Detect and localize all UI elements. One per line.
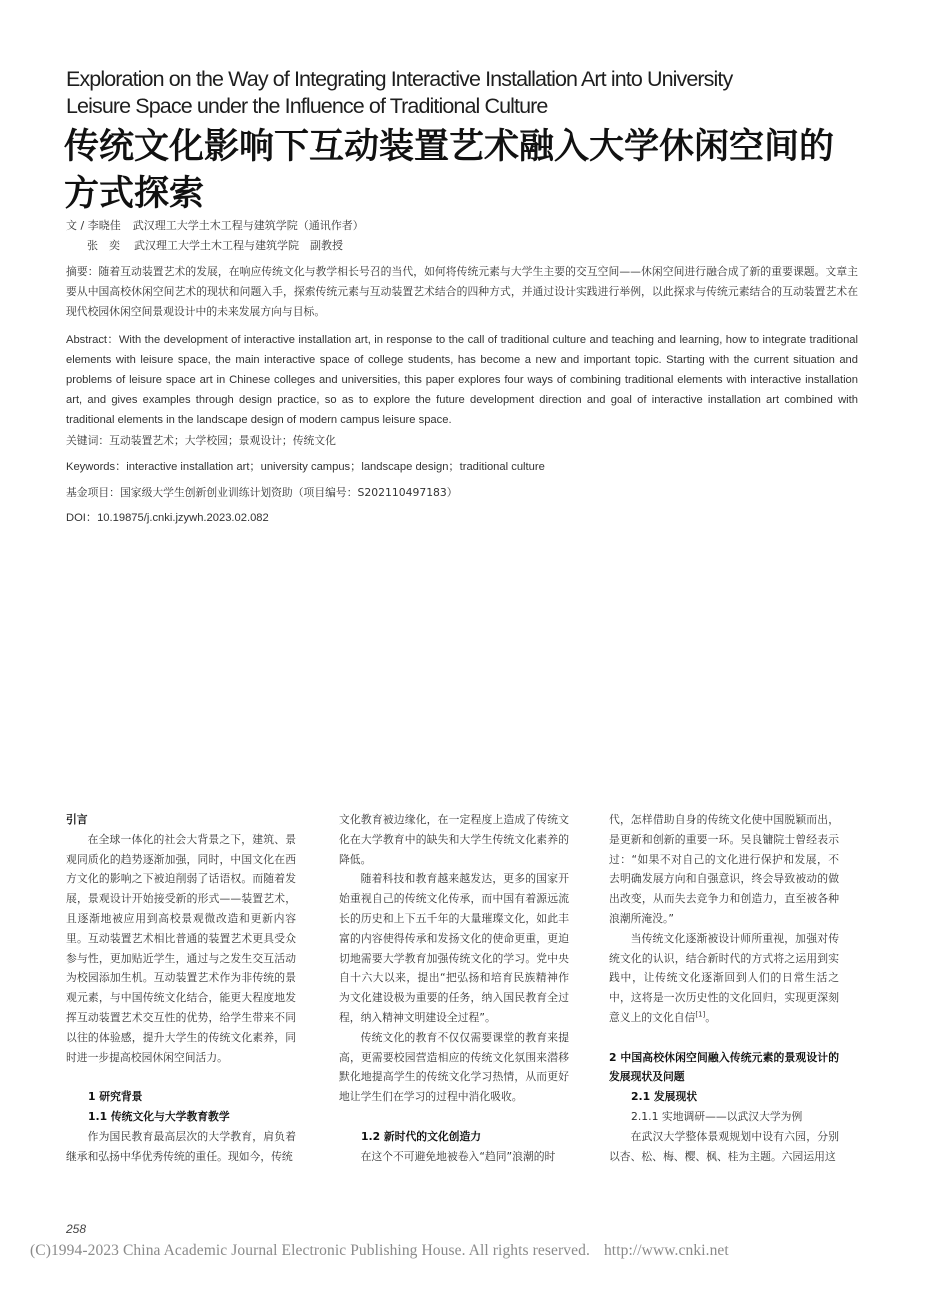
page-number: 258 xyxy=(66,1222,87,1236)
paragraph: 文化教育被边缘化，在一定程度上造成了传统文化在大学教育中的缺失和大学生传统文化素养的降低。 xyxy=(339,813,569,866)
abstract-english: Abstract：With the development of interactive installation art, in response to the call of traditional culture and teaching and learning, how to integrate traditional elements with leisure space, the main interactive space of college students, has become a new and important topic. Starting with the current situation and problems of leisure space art in Chinese colleges and universities, this paper explores four ways of combining traditional elements with interactive installation art, and gives examples through design practice, so as to explore the future development direction and goal of interactive installation art combined with traditional elements in the landscape design of modern campus leisure space. xyxy=(66,334,858,426)
author-name: 张 奕 xyxy=(87,239,120,252)
body-column-1 xyxy=(66,810,296,1166)
body-column-2 xyxy=(339,810,569,1166)
paragraph xyxy=(609,929,839,1028)
chinese-title-line2: 方式探索 xyxy=(64,174,205,214)
author-name: 李晓佳 xyxy=(87,219,121,232)
paragraph: 作为国民教育最高层次的大学教育，肩负着继承和弘扬中华优秀传统的重任。现如今，传统 xyxy=(66,1129,296,1163)
section-heading-intro: 引言 xyxy=(66,813,88,826)
chinese-title-line1: 传统文化影响下互动装置艺术融入大学休闲空间的 xyxy=(64,127,835,167)
section-heading-1-2: 1.2 新时代的文化创造力 xyxy=(361,1129,482,1143)
paragraph: 在武汉大学整体景观规划中设有六园，分别以杏、松、梅、樱、枫、桂为主题。六园运用这 xyxy=(609,1129,839,1163)
section-heading-2: 2 中国高校休闲空间融入传统元素的景观设计的发展现状及问题 xyxy=(609,1050,839,1084)
doi: DOI：10.19875/j.cnki.jzywh.2023.02.082 xyxy=(66,512,269,524)
abstract-chinese: 摘要：随着互动装置艺术的发展，在响应传统文化与教学相长号召的当代，如何将传统元素与大学生主要的交互空间——休闲空间进行融合成了新的重要课题。文章主要从中国高校休闲空间艺术的现状和问题入手，探索传统元素与互动装置艺术结合的四种方式，并通过设计实践进行举例，以此探求与传统元素结合的互动装置艺术在现代校园休闲空间景观设计中的未来发展方向与目标。 xyxy=(66,265,858,318)
fund-info: 基金项目：国家级大学生创新创业训练计划资助（项目编号：S202110497183） xyxy=(66,486,458,499)
english-title xyxy=(66,66,866,120)
copyright-text: (C)1994-2023 China Academic Journal Electronic Publishing House. All rights reserved. xyxy=(30,1242,590,1259)
author-block xyxy=(66,216,364,256)
paragraph-end: 。 xyxy=(705,1010,717,1024)
copyright-footer xyxy=(30,1242,729,1260)
paragraph: 在全球一体化的社会大背景之下，建筑、景观同质化的趋势逐渐加强，同时，中国文化在西方文化的影响之下被迫削弱了话语权。而随着发展，景观设计开始接受新的形式——装置艺术，且逐渐地被应用到高校景观微改造和更新内容里。互动装置艺术相比普通的装置艺术更具受众参与性，更加贴近学生，通过与之发生交互活动为校园添加生机。互动装置艺术作为非传统的景观元素，与中国传统文化结合，能更大程度地发挥互动装置艺术交互性的优势，给学生带来不同以往的体验感，提升大学生的传统文化素养，同时进一步提高校园休闲空间活力。 xyxy=(66,832,296,1064)
section-heading-1: 1 研究背景 xyxy=(88,1090,143,1104)
paragraph: 随着科技和教育越来越发达，更多的国家开始重视自己的传统文化传承，而中国有着源远流长的历史和上下五千年的大量璀璨文化，如此丰富的内容使得传承和发扬文化的使命更重，更迫切地需要大学教育加强传统文化的学习。党中央自十六大以来，提出“把弘扬和培育民族精神作为文化建设极为重要的任务，纳入国民教育全过程，纳入精神文明建设全过程”。 xyxy=(339,872,569,1024)
author-affiliation: 武汉理工大学土木工程与建筑学院 副教授 xyxy=(134,239,343,252)
author-row xyxy=(66,236,364,256)
paragraph: 传统文化的教育不仅仅需要课堂的教育来提高，更需要校园营造相应的传统文化氛围来潜移默化地提高学生的传统文化学习热情，从而更好地让学生们在学习的过程中消化吸收。 xyxy=(339,1030,569,1104)
english-title-line2: Leisure Space under the Influence of Traditional Culture xyxy=(66,94,548,118)
paragraph: 在这个不可避免地被卷入“趋同”浪潮的时 xyxy=(360,1149,556,1163)
paragraph-text: 当传统文化逐渐被设计师所重视，加强对传统文化的认识，结合新时代的方式将之运用到实践中，让传统文化逐渐回到人们的日常生活之中，这将是一次历史性的文化回归，实现更深刻意义上的文化自信 xyxy=(609,931,839,1024)
section-heading-2-1: 2.1 发展现状 xyxy=(631,1090,698,1104)
copyright-url: http://www.cnki.net xyxy=(603,1242,729,1259)
author-affiliation: 武汉理工大学土木工程与建筑学院（通讯作者） xyxy=(132,219,364,232)
section-heading-2-1-1: 2.1.1 实地调研——以武汉大学为例 xyxy=(631,1109,803,1123)
english-title-line1: Exploration on the Way of Integrating Interactive Installation Art into University xyxy=(66,67,733,91)
section-heading-1-1: 1.1 传统文化与大学教育教学 xyxy=(88,1109,230,1123)
chinese-title xyxy=(64,124,904,218)
keywords-chinese: 关键词：互动装置艺术；大学校园；景观设计；传统文化 xyxy=(66,434,336,447)
body-column-3 xyxy=(609,810,839,1166)
author-row xyxy=(66,216,364,236)
paragraph: 代，怎样借助自身的传统文化使中国脱颖而出，是更新和创新的重要一环。吴良镛院士曾经表示过：“如果不对自己的文化进行保护和发展，不去明确发展方向和自强意识，终会导致被动的做出改变，从而失去竞争力和创造力，直至被各种浪潮所淹没。” xyxy=(609,813,839,925)
citation-ref: [1] xyxy=(695,1010,706,1019)
author-prefix: 文 / xyxy=(66,219,88,232)
keywords-english: Keywords：interactive installation art；university campus；landscape design；traditional culture xyxy=(66,461,545,473)
